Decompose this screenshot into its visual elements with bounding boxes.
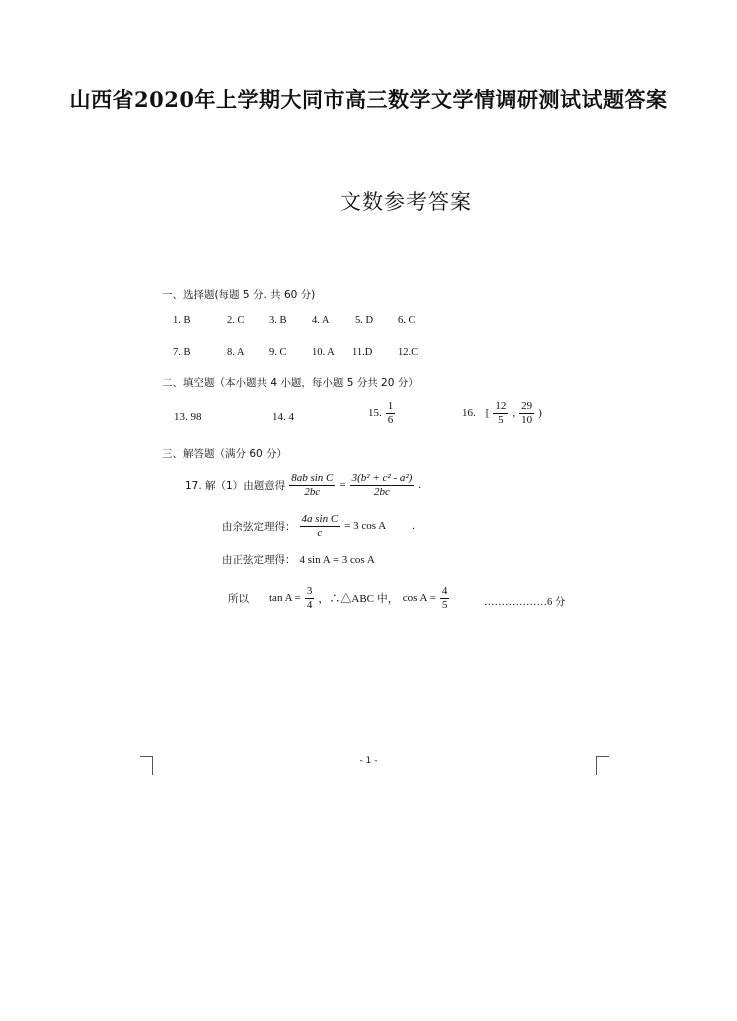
answer-4: 4. A <box>312 315 330 326</box>
q17-lhs-numerator: 8ab sin C <box>291 472 334 484</box>
q17-rhs-numerator: 3(b² + c² - a²) <box>351 472 413 484</box>
cosine-law-line <box>222 513 415 539</box>
q16-numerator-1: 12 <box>495 400 507 412</box>
tan-denominator: 4 <box>306 598 313 611</box>
q17-period: . <box>418 479 422 492</box>
answer-11: 11.D <box>352 347 373 358</box>
conclusion-label: 所以 <box>228 592 249 605</box>
fill-answer-16 <box>462 400 542 426</box>
answer-9: 9. C <box>269 347 287 358</box>
q15-fraction <box>386 400 396 426</box>
q17-equals: = <box>339 479 346 492</box>
document-subtitle: 文数参考答案 <box>340 190 472 214</box>
q16-denominator-2: 10 <box>521 413 533 426</box>
q17-lhs-fraction <box>289 472 335 498</box>
q17-lhs-denominator: 2bc <box>304 485 321 498</box>
cos-a-numerator: 4 <box>441 585 448 597</box>
q15-label: 15. <box>368 407 382 420</box>
answer-2: 2. C <box>227 315 245 326</box>
q16-fraction-1 <box>493 400 508 426</box>
sine-law-expression: 4 sin A = 3 cos A <box>299 553 375 566</box>
section-heading-choice: 一、选择题(每题 5 分. 共 60 分) <box>162 289 316 301</box>
tan-fraction <box>305 585 315 611</box>
q15-numerator: 1 <box>387 400 394 412</box>
cosine-law-period: . <box>412 520 415 533</box>
fill-answer-13: 13. 98 <box>174 411 202 423</box>
score-marker: ………………6 分 <box>484 597 566 608</box>
section-heading-solution: 三、解答题（满分 60 分） <box>162 448 288 460</box>
answer-5: 5. D <box>355 315 374 326</box>
q16-denominator-1: 5 <box>498 413 504 426</box>
cosine-law-denominator: c <box>317 526 323 539</box>
cosine-law-rhs: = 3 cos A <box>344 520 387 533</box>
cos-a-denominator: 5 <box>441 598 448 611</box>
page-number: - 1 - <box>359 756 378 766</box>
tan-numerator: 3 <box>306 585 313 597</box>
tan-lhs: tan A = <box>269 592 301 605</box>
answer-7: 7. B <box>173 347 191 358</box>
q17-rhs-fraction <box>350 472 415 498</box>
sine-law-line <box>222 552 375 567</box>
conclusion-line <box>228 585 449 611</box>
answer-10: 10. A <box>312 347 335 358</box>
section-heading-fill: 二、填空题（本小题共 4 小题，每小题 5 分共 20 分） <box>162 377 419 389</box>
cos-a-fraction <box>440 585 450 611</box>
q16-fraction-2 <box>519 400 534 426</box>
q16-open-bracket: [ <box>485 407 490 420</box>
document-title: 山西省2020年上学期大同市高三数学文学情调研测试试题答案 <box>69 87 668 112</box>
cos-a-lhs: cos A = <box>402 592 436 605</box>
cosine-law-label: 由余弦定理得： <box>222 520 296 533</box>
q17-rhs-denominator: 2bc <box>374 485 390 498</box>
fill-answer-14: 14. 4 <box>272 411 294 423</box>
q16-close-bracket: ) <box>538 407 542 420</box>
answer-1: 1. B <box>173 315 191 326</box>
answer-8: 8. A <box>227 347 245 358</box>
sine-law-label: 由正弦定理得： <box>222 554 296 566</box>
triangle-clause: ，∴△ABC 中， <box>318 593 399 606</box>
q16-label: 16. <box>462 407 476 420</box>
answer-3: 3. B <box>269 315 287 326</box>
cosine-law-numerator: 4a sin C <box>301 513 339 525</box>
q17-label: 17. 解（1）由题意得 <box>185 479 286 492</box>
q15-denominator: 6 <box>387 413 394 426</box>
q17-intro-line <box>185 472 421 498</box>
answer-6: 6. C <box>398 315 416 326</box>
answer-12: 12.C <box>398 347 419 358</box>
q16-separator: , <box>512 407 516 420</box>
q16-numerator-2: 29 <box>521 400 533 412</box>
fill-answer-15 <box>368 400 395 426</box>
cosine-law-fraction <box>300 513 341 539</box>
